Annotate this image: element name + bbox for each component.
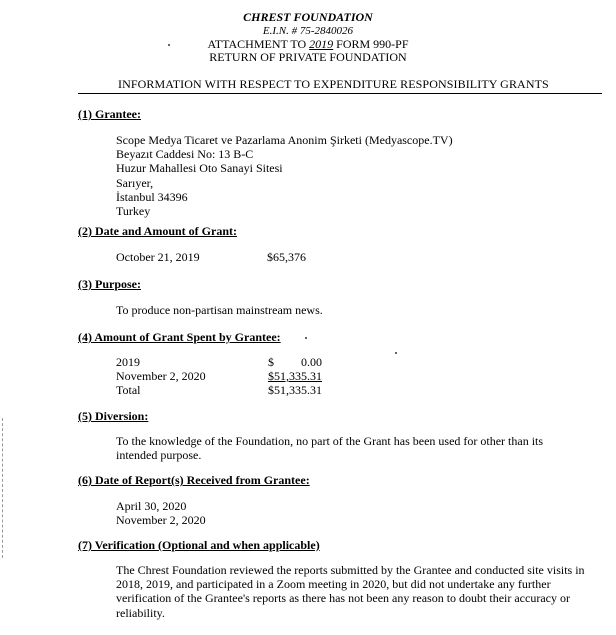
spent-row-label: November 2, 2020 (116, 369, 206, 383)
scan-edge-mark (2, 418, 4, 558)
return-line: RETURN OF PRIVATE FOUNDATION (209, 50, 407, 64)
diversion-line: To the knowledge of the Foundation, no part of the Grant has been used for other than its (116, 434, 544, 448)
attachment-prefix: ATTACHMENT TO (207, 37, 310, 51)
spent-row-amount: $51,335.31 (268, 369, 322, 383)
grantee-line: Sarıyer, (116, 175, 154, 190)
date-amount-heading: (2) Date and Amount of Grant: (78, 224, 237, 238)
grantee-line: İstanbul 34396 (116, 189, 188, 204)
org-name: CHREST FOUNDATION (243, 10, 373, 24)
grantee-heading: (1) Grantee: (78, 107, 141, 121)
title-rule (78, 93, 602, 94)
speck-mark (395, 352, 397, 354)
verification-line: The Chrest Foundation reviewed the reports submitted by the Grantee and conducted site visits in (116, 563, 585, 577)
spent-row-dollar: $ (268, 355, 274, 369)
diversion-line: intended purpose. (116, 448, 202, 463)
attachment-suffix: FORM 990-PF (333, 37, 409, 51)
verification-text (116, 563, 585, 620)
purpose-heading: (3) Purpose: (78, 277, 141, 291)
report-dates (116, 499, 206, 527)
page-title: INFORMATION WITH RESPECT TO EXPENDITURE RESPONSIBILITY GRANTS (118, 77, 549, 91)
report-date: November 2, 2020 (116, 513, 206, 528)
verification-line: verification of the Grantee's reports as there has not been any reason to doubt their accuracy or (116, 591, 570, 606)
attachment-year: 2019 (309, 37, 334, 51)
spent-heading: (4) Amount of Grant Spent by Grantee: (78, 330, 281, 344)
verification-heading: (7) Verification (Optional and when applicable) (78, 538, 320, 552)
verification-line: reliability. (116, 605, 165, 620)
diversion-heading: (5) Diversion: (78, 409, 149, 423)
grantee-line: Huzur Mahallesi Oto Sanayi Sitesi (116, 161, 283, 176)
diversion-text (116, 434, 543, 462)
verification-line: 2018, 2019, and participated in a Zoom meeting in 2020, but did not undertake any further (116, 577, 551, 592)
spent-row-amount: 0.00 (301, 355, 322, 369)
spent-row-label: 2019 (116, 355, 140, 369)
grantee-line: Beyazıt Caddesi No: 13 B-C (116, 147, 254, 162)
spent-row-amount: $51,335.31 (268, 383, 322, 397)
grant-date: October 21, 2019 (116, 250, 200, 264)
purpose-text: To produce non-partisan mainstream news. (116, 303, 323, 317)
grantee-line: Scope Medya Ticaret ve Pazarlama Anonim Şirketi (Medyascope.TV) (116, 133, 453, 147)
attachment-line (0, 37, 616, 51)
reports-heading: (6) Date of Report(s) Received from Grantee: (78, 473, 310, 487)
grantee-line: Turkey (116, 204, 151, 219)
speck-mark (305, 337, 307, 339)
ein-number: E.I.N. # 75-2840026 (262, 25, 354, 37)
speck-mark (168, 44, 170, 46)
grant-amount: $65,376 (267, 250, 306, 264)
spent-row-label: Total (116, 383, 141, 397)
report-date: April 30, 2020 (116, 499, 187, 513)
grantee-address (116, 133, 453, 218)
